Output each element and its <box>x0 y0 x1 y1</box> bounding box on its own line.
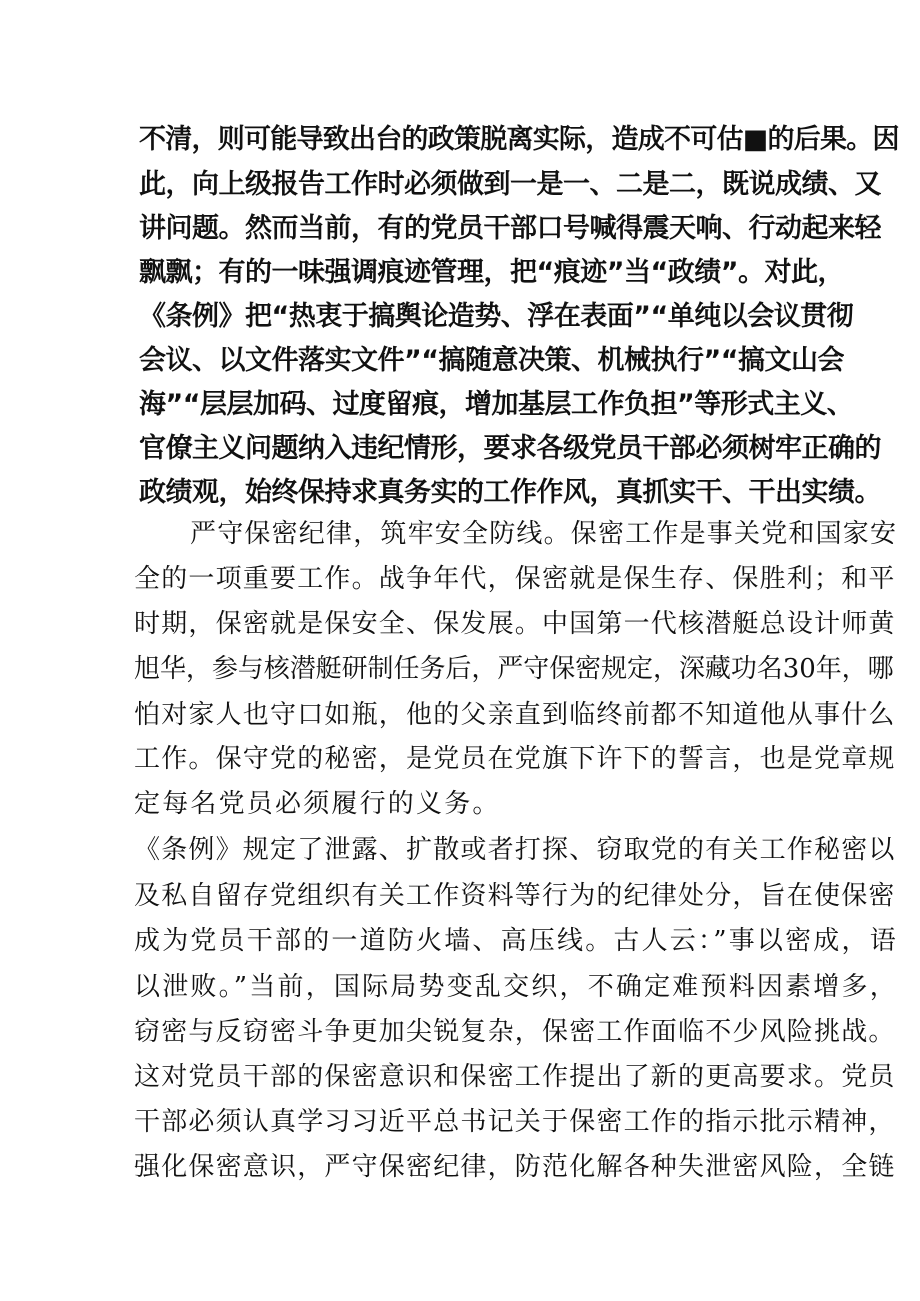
text-line: 以泄败。”当前，国际局势变乱交织，不确定难预料因素增多， <box>134 972 898 1002</box>
text-line: 政绩观，始终保持求真务实的工作作风，真抓实干、干出实绩。 <box>139 477 881 508</box>
text-line: 不清，则可能导致出台的政策脱离实际，造成不可估■的后果。因 <box>139 124 899 155</box>
text-line: 定每名党员必须履行的义务。 <box>134 789 501 819</box>
text-line: 旭华，参与核潜艇研制任务后，严守保密规定，深藏功名30年，哪 <box>134 654 894 684</box>
text-line: 怕对家人也守口如瓶，他的父亲直到临终前都不知道他从事什么 <box>134 700 896 730</box>
text-line: 干部必须认真学习习近平总书记关于保密工作的指示批示精神， <box>134 1107 896 1137</box>
text-line: 海”“层层加码、过度留痕，增加基层工作负担”等形式主义、 <box>139 389 854 420</box>
text-line: 这对党员干部的保密意识和保密工作提出了新的更高要求。党员 <box>134 1062 896 1092</box>
text-line: 严守保密纪律，筑牢安全防线。保密工作是事关党和国家安 <box>190 519 898 549</box>
text-line: 此，向上级报告工作时必须做到一是一、二是二，既说成绩、又 <box>139 169 881 200</box>
text-line: 会议、以文件落实文件”“搞随意决策、机械执行”“搞文山会 <box>139 345 844 376</box>
text-line: 讲问题。然而当前，有的党员干部口号喊得震天响、行动起来轻 <box>139 213 881 244</box>
text-line: 成为党员干部的一道防火墙、高压线。古人云：”事以密成，语 <box>134 926 898 956</box>
text-line: 窃密与反窃密斗争更加尖锐复杂，保密工作面临不少风险挑战。 <box>134 1017 896 1047</box>
text-line: 工作。保守党的秘密，是党员在党旗下许下的誓言，也是党章规 <box>134 744 896 774</box>
text-line: 《条例》把“热衷于搞舆论造势、浮在表面”“单纯以会议贯彻 <box>139 301 854 332</box>
text-line: 官僚主义问题纳入违纪情形，要求各级党员干部必须树牢正确的 <box>139 433 881 464</box>
text-line: 《条例》规定了泄露、扩散或者打探、窃取党的有关工作秘密以 <box>134 835 896 865</box>
text-line: 强化保密意识，严守保密纪律，防范化解各种失泄密风险，全链 <box>134 1152 896 1182</box>
text-line: 时期，保密就是保安全、保发展。中国第一代核潜艇总设计师黄 <box>134 609 896 639</box>
text-line: 及私自留存党组织有关工作资料等行为的纪律处分，旨在使保密 <box>134 881 896 911</box>
text-line: 飘飘；有的一味强调痕迹管理，把“痕迹”当“政绩”。对此， <box>139 257 844 288</box>
text-line: 全的一项重要工作。战争年代，保密就是保生存、保胜利；和平 <box>134 564 896 594</box>
